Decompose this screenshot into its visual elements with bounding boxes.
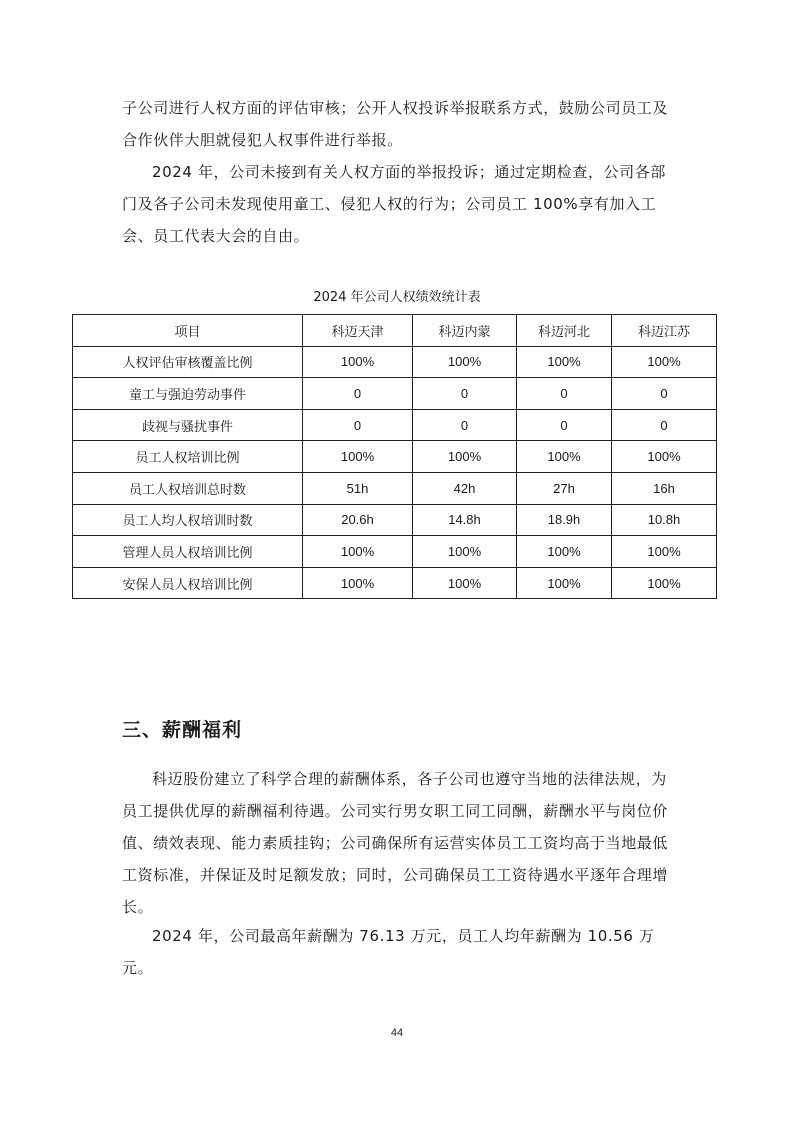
table-cell: 0 bbox=[303, 378, 413, 410]
section-paragraph-salary-figures: 2024 年，公司最高年薪酬为 76.13 万元，员工人均年薪酬为 10.56 万元。 bbox=[122, 927, 655, 977]
table-cell: 51h bbox=[303, 472, 413, 504]
table-row bbox=[73, 536, 717, 568]
table-cell: 0 bbox=[303, 409, 413, 441]
table-header-cell: 科迈内蒙 bbox=[413, 315, 517, 347]
table-row-label: 员工人均人权培训时数 bbox=[73, 504, 303, 536]
table-cell: 10.8h bbox=[612, 504, 717, 536]
table-cell: 100% bbox=[612, 346, 717, 378]
table-row-label: 童工与强迫劳动事件 bbox=[73, 378, 303, 410]
table-row bbox=[73, 472, 717, 504]
table-cell: 100% bbox=[413, 346, 517, 378]
table-cell: 100% bbox=[413, 567, 517, 599]
table-cell: 14.8h bbox=[413, 504, 517, 536]
table-cell: 27h bbox=[517, 472, 612, 504]
table-header-row bbox=[73, 315, 717, 347]
table-cell: 100% bbox=[303, 536, 413, 568]
table-row bbox=[73, 504, 717, 536]
table-cell: 100% bbox=[303, 441, 413, 473]
table-row-label: 人权评估审核覆盖比例 bbox=[73, 346, 303, 378]
table-row bbox=[73, 346, 717, 378]
table-row bbox=[73, 441, 717, 473]
table-cell: 100% bbox=[413, 536, 517, 568]
table-row-label: 管理人员人权培训比例 bbox=[73, 536, 303, 568]
table-row-label: 员工人权培训比例 bbox=[73, 441, 303, 473]
table-header-cell: 科迈江苏 bbox=[612, 315, 717, 347]
table-row bbox=[73, 378, 717, 410]
body-paragraph-continuation: 子公司进行人权方面的评估审核；公开人权投诉举报联系方式，鼓励公司员工及合作伙伴大胆就侵犯人权事件进行举报。 bbox=[122, 99, 669, 149]
table-cell: 18.9h bbox=[517, 504, 612, 536]
table-cell: 0 bbox=[612, 378, 717, 410]
page-number: 44 bbox=[390, 1027, 404, 1039]
table-row-label: 员工人权培训总时数 bbox=[73, 472, 303, 504]
table-cell: 42h bbox=[413, 472, 517, 504]
table-cell: 16h bbox=[612, 472, 717, 504]
table-cell: 0 bbox=[612, 409, 717, 441]
table-caption: 2024 年公司人权绩效统计表 bbox=[313, 290, 481, 305]
table-cell: 100% bbox=[303, 567, 413, 599]
table-cell: 0 bbox=[517, 378, 612, 410]
table-cell: 100% bbox=[303, 346, 413, 378]
table-header-cell: 科迈天津 bbox=[303, 315, 413, 347]
table-row bbox=[73, 567, 717, 599]
table-row-label: 歧视与骚扰事件 bbox=[73, 409, 303, 441]
table-cell: 0 bbox=[413, 378, 517, 410]
table-cell: 100% bbox=[517, 346, 612, 378]
table-cell: 100% bbox=[612, 536, 717, 568]
table-header-cell: 科迈河北 bbox=[517, 315, 612, 347]
table-row bbox=[73, 409, 717, 441]
table-cell: 100% bbox=[517, 441, 612, 473]
human-rights-performance-table bbox=[72, 314, 717, 599]
table-cell: 0 bbox=[517, 409, 612, 441]
table-cell: 100% bbox=[517, 536, 612, 568]
section-paragraph-compensation: 科迈股份建立了科学合理的薪酬体系，各子公司也遵守当地的法律法规，为员工提供优厚的薪酬福利待遇。公司实行男女职工同工同酬，薪酬水平与岗位价值、绩效表现、能力素质挂钩；公司确保所有运营实体员工工资均高于当地最低工资标准，并保证及时足额发放；同时，公司确保员工工资待遇水平逐年合理增长。 bbox=[122, 770, 669, 916]
table-row-label: 安保人员人权培训比例 bbox=[73, 567, 303, 599]
table-cell: 0 bbox=[413, 409, 517, 441]
table-cell: 100% bbox=[612, 567, 717, 599]
table-cell: 100% bbox=[517, 567, 612, 599]
table-header-cell: 项目 bbox=[73, 315, 303, 347]
table-cell: 20.6h bbox=[303, 504, 413, 536]
body-paragraph-2024-summary: 2024 年，公司未接到有关人权方面的举报投诉；通过定期检查，公司各部门及各子公司未发现使用童工、侵犯人权的行为；公司员工 100%享有加入工会、员工代表大会的自由。 bbox=[122, 163, 666, 245]
table-cell: 100% bbox=[413, 441, 517, 473]
section-heading: 三、薪酬福利 bbox=[122, 719, 243, 741]
table-cell: 100% bbox=[612, 441, 717, 473]
